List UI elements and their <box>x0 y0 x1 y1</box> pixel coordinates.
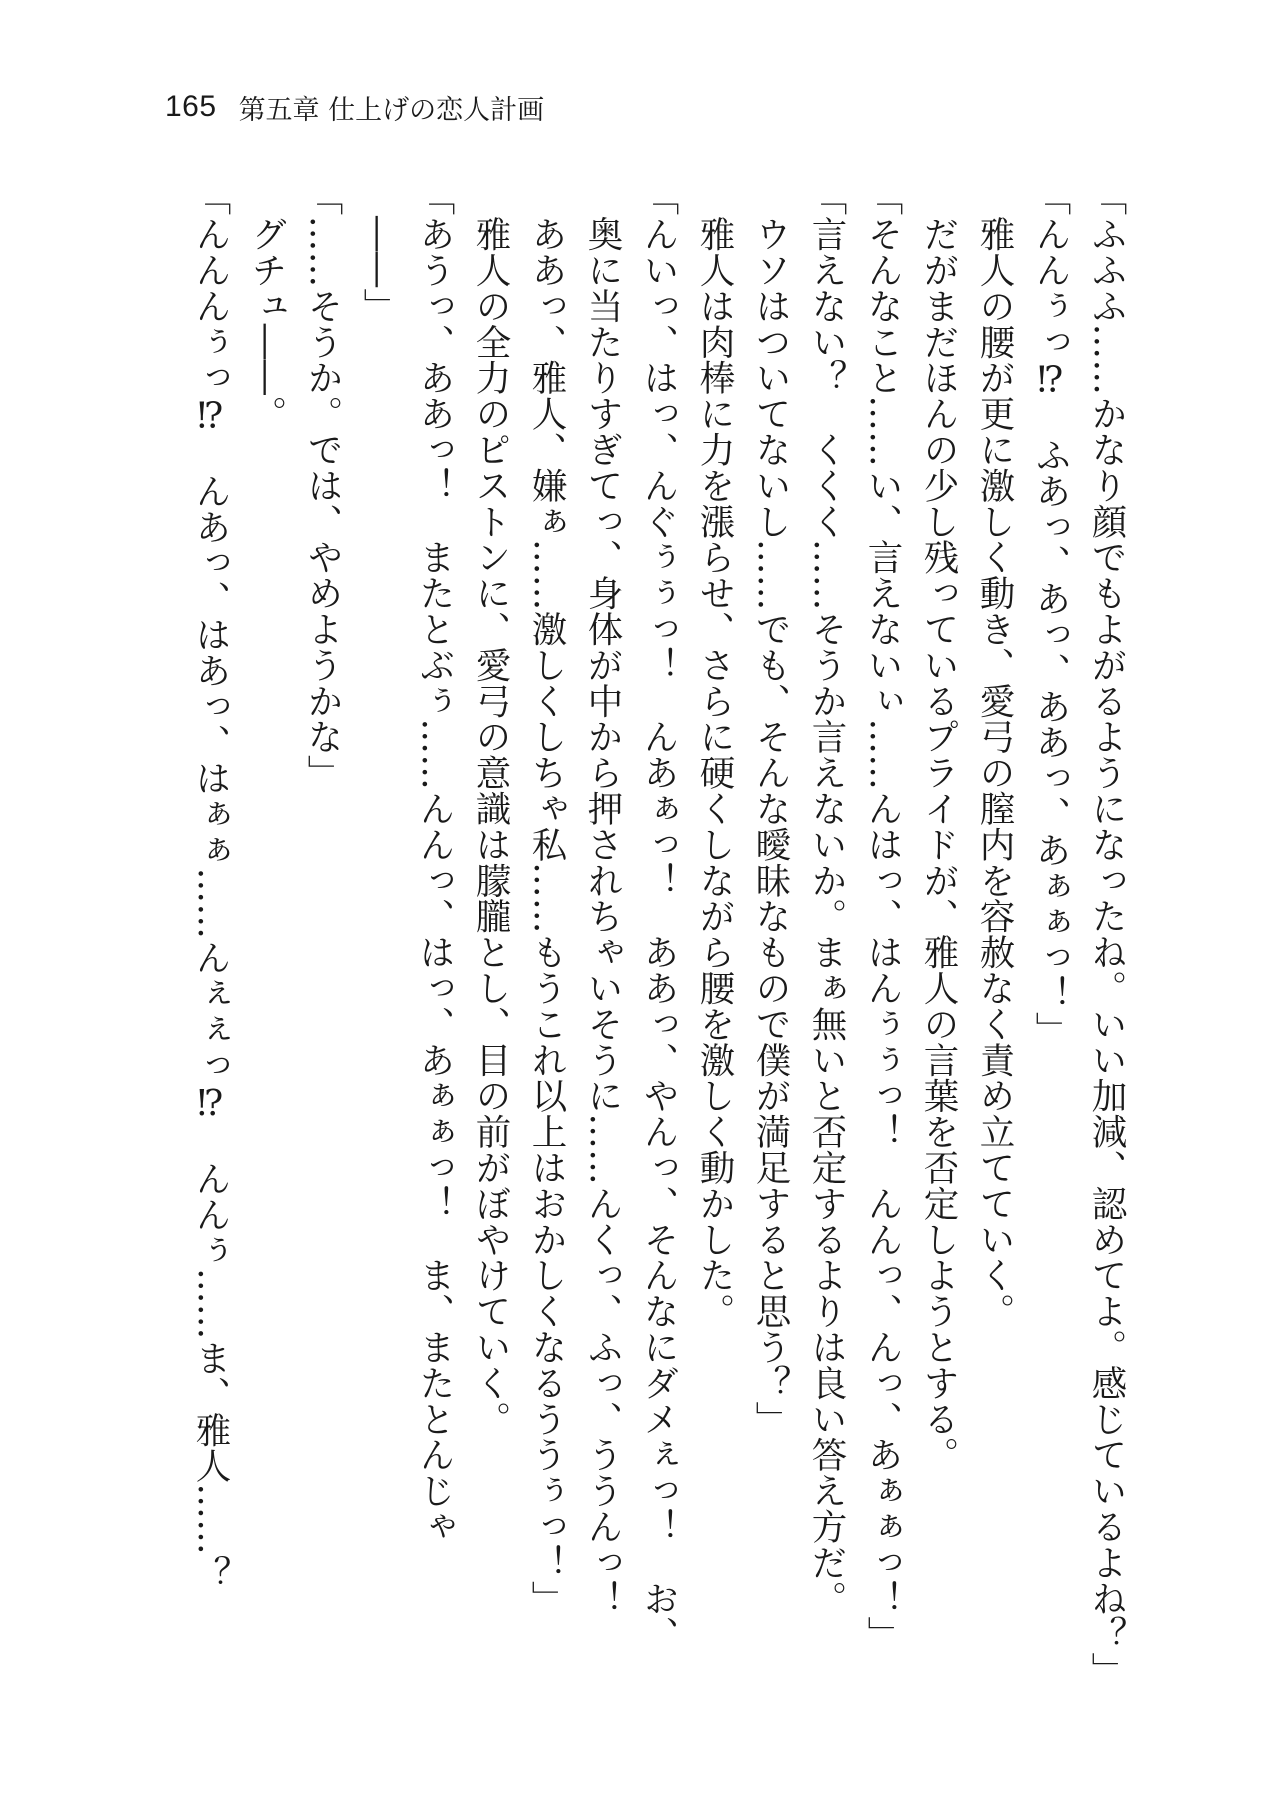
text-line: 雅人の腰が更に激しく動き、愛弓の膣内を容赦なく責め立てていく。 <box>974 180 1015 1329</box>
text-line: 「ふふふ……かなり顔でもよがるようになったね。いい加減、認めてよ。感じているよね？」 <box>1086 180 1127 1688</box>
vertical-text-body <box>168 180 1128 1740</box>
text-line: 「んいっ、はっ、んぐぅぅっ！ んあぁっ！ ああっ、やんっ、そんなにダメぇっ！ お、 <box>638 180 679 1652</box>
text-line: 「んんんぅっ⁉ んあっ、はあっ、はぁぁ……んぇぇっ⁉ んんぅ……ま、雅人……？ <box>190 180 231 1592</box>
text-line: 「あうっ、ああっ！ またとぶぅ……んんっ、はっ、あぁぁっ！ ま、またとんじゃ <box>414 180 455 1545</box>
text-line: ウソはついてないし……でも、そんな曖昧なもので僕が満足すると思う？」 <box>750 180 791 1437</box>
text-line: 「言えない？ くくく……そうか言えないか。まぁ無いと否定するよりは良い答え方だ。 <box>806 180 847 1616</box>
text-line: ああっ、雅人、嫌ぁ……激しくしちゃ私……もうこれ以上はおかしくなるううぅっ！」 <box>526 180 567 1616</box>
text-line: グチュ――。 <box>246 180 287 432</box>
text-line: 「……そうか。では、やめようかな」 <box>302 180 343 791</box>
text-line: 奥に当たりすぎてっ、身体が中から押されちゃいそうに……んくっ、ふっ、ううんっ！ <box>582 180 623 1616</box>
text-line: 「んんぅっ⁉ ふあっ、あっ、ああっ、あぁぁっ！」 <box>1030 180 1071 1048</box>
text-line: 雅人の全力のピストンに、愛弓の意識は朦朧とし、目の前がぼやけていく。 <box>470 180 511 1437</box>
page-number: 165 <box>165 90 217 123</box>
chapter-title: 第五章 仕上げの恋人計画 <box>238 94 545 126</box>
text-line: 雅人は肉棒に力を漲らせ、さらに硬くしながら腰を激しく動かした。 <box>694 180 735 1329</box>
text-line: 「そんなこと……い、言えないぃ……んはっ、はんぅぅっ！ んんっ、んっ、あぁぁっ！」 <box>862 180 903 1652</box>
text-line: だがまだほんの少し残っているプライドが、雅人の言葉を否定しようとする。 <box>918 180 959 1473</box>
text-line: ――」 <box>358 180 399 324</box>
running-header <box>165 82 544 132</box>
